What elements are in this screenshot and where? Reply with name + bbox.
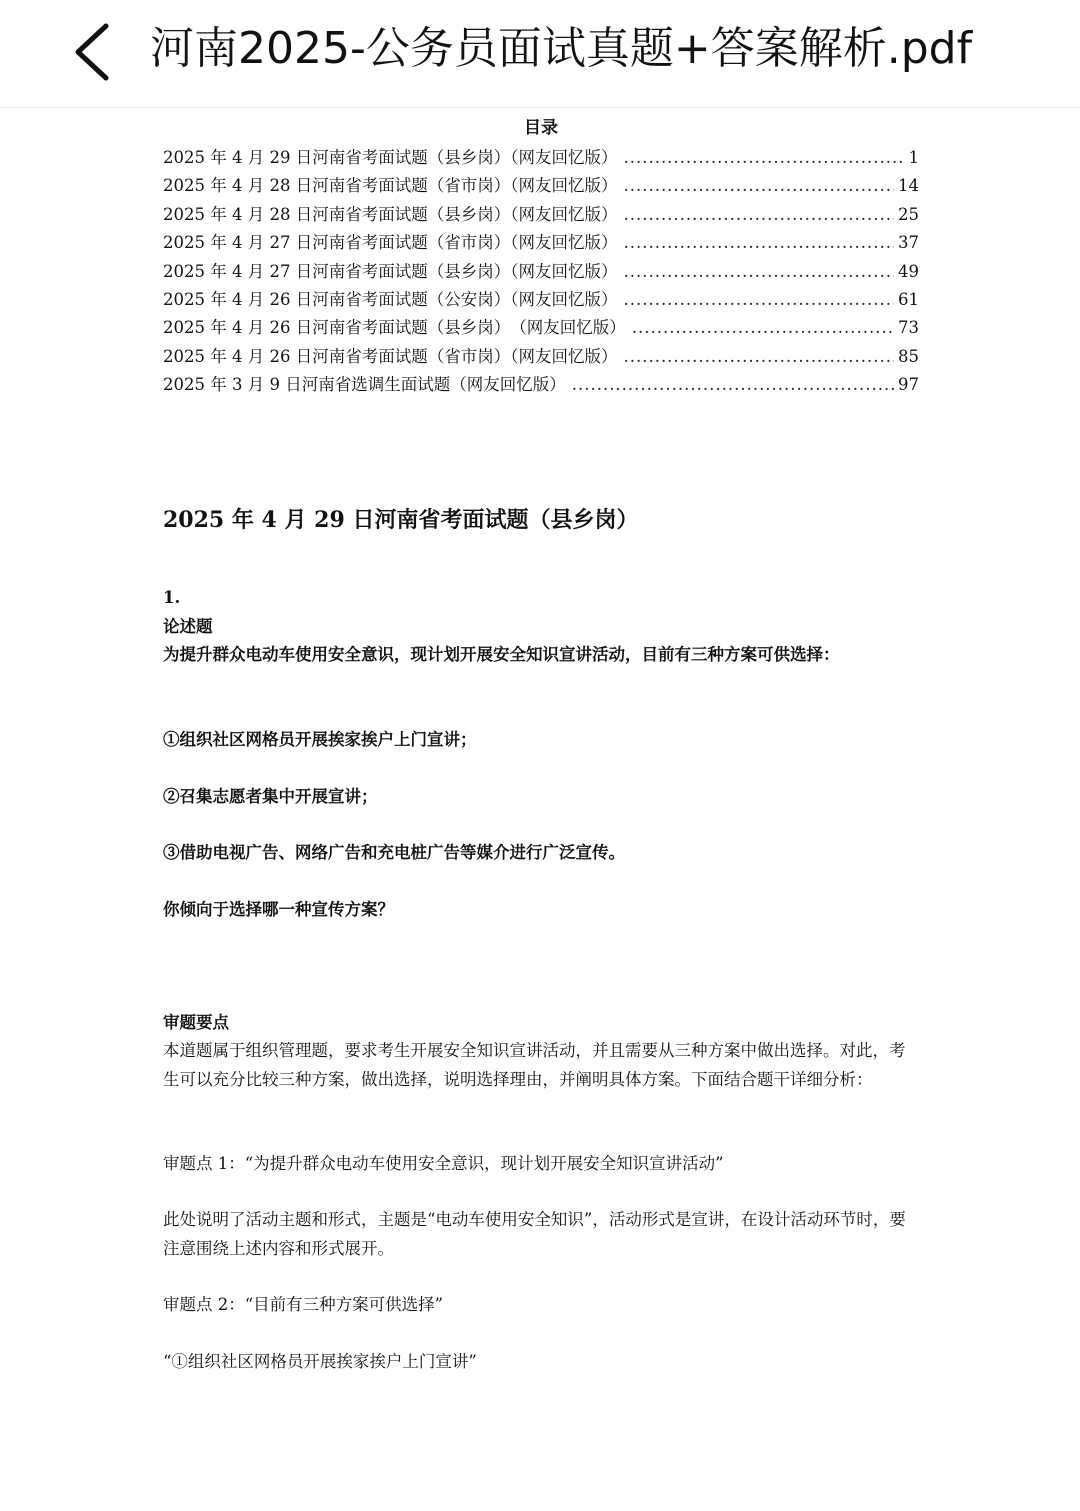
toc-entry[interactable]	[163, 314, 919, 342]
table-of-contents	[163, 112, 919, 400]
back-button[interactable]	[52, 12, 132, 92]
toc-entry-page: 97	[898, 375, 919, 395]
toc-leader-dots	[623, 290, 894, 309]
toc-leader-dots	[623, 148, 904, 167]
toc-heading: 目录	[524, 118, 558, 138]
chevron-left-icon	[70, 20, 114, 84]
toc-leader-dots	[623, 233, 894, 252]
toc-entry-page: 49	[898, 261, 919, 281]
section-title: 2025 年 4 月 29 日河南省考面试题（县乡岗）	[163, 507, 639, 533]
toc-entry-page: 37	[898, 233, 919, 253]
toc-entry-page: 73	[898, 318, 919, 338]
top-bar	[0, 0, 1080, 108]
toc-entry-text: 2025 年 4 月 27 日河南省考面试题（省市岗）（网友回忆版）	[163, 233, 618, 253]
toc-entry[interactable]	[163, 258, 919, 286]
toc-leader-dots	[623, 347, 894, 366]
toc-entry[interactable]	[163, 144, 919, 172]
toc-leader-dots	[632, 318, 894, 337]
toc-entry-text: 2025 年 4 月 29 日河南省考面试题（县乡岗）（网友回忆版）	[163, 148, 618, 167]
analysis-point-2-quote: “①组织社区网格员开展挨家挨户上门宣讲”	[163, 1352, 477, 1371]
toc-leader-dots	[572, 375, 894, 394]
toc-entry-page: 85	[898, 346, 919, 366]
toc-entry-text: 2025 年 4 月 26 日河南省考面试题（公安岗）（网友回忆版）	[163, 289, 618, 309]
toc-entry[interactable]	[163, 343, 919, 371]
question-prompt: 为提升群众电动车使用安全意识，现计划开展安全知识宣讲活动，目前有三种方案可供选择：	[163, 645, 840, 664]
toc-entry-page: 14	[898, 176, 919, 196]
toc-entry-text: 2025 年 4 月 27 日河南省考面试题（县乡岗）（网友回忆版）	[163, 261, 618, 281]
toc-leader-dots	[623, 262, 894, 281]
toc-entry-text: 2025 年 4 月 26 日河南省考面试题（县乡岗） （网友回忆版）	[163, 318, 626, 338]
question-ask: 你倾向于选择哪一种宣传方案？	[163, 900, 394, 919]
toc-entry-page: 61	[898, 289, 919, 309]
toc-leader-dots	[623, 205, 894, 224]
toc-entry-text: 2025 年 4 月 28 日河南省考面试题（县乡岗）（网友回忆版）	[163, 204, 618, 224]
document-title: 河南2025-公务员面试真题+答案解析.pdf	[150, 23, 973, 74]
analysis-point-1-detail: 此处说明了活动主题和形式，主题是“电动车使用安全知识”，活动形式是宣讲，在设计活动环节时，要注意围绕上述内容和形式展开。	[163, 1210, 906, 1258]
question-option: ②召集志愿者集中开展宣讲；	[163, 787, 378, 806]
toc-entry[interactable]	[163, 371, 919, 399]
toc-entry-text: 2025 年 4 月 26 日河南省考面试题（省市岗）（网友回忆版）	[163, 346, 618, 366]
toc-entry[interactable]	[163, 229, 919, 257]
analysis-point-1: 审题点 1：“为提升群众电动车使用安全意识，现计划开展安全知识宣讲活动”	[163, 1154, 724, 1173]
toc-entry-text: 2025 年 4 月 28 日河南省考面试题（省市岗）（网友回忆版）	[163, 176, 618, 196]
toc-leader-dots	[623, 176, 894, 195]
question-option: ①组织社区网格员开展挨家挨户上门宣讲；	[163, 730, 477, 749]
analysis-intro: 本道题属于组织管理题，要求考生开展安全知识宣讲活动，并且需要从三种方案中做出选择。对此，考生可以充分比较三种方案，做出选择，说明选择理由，并阐明具体方案。下面结合题干详细分析：	[163, 1041, 906, 1089]
analysis-point-2: 审题点 2：“目前有三种方案可供选择”	[163, 1295, 444, 1314]
analysis-heading: 审题要点	[163, 1013, 229, 1032]
question-option: ③借助电视广告、网络广告和充电桩广告等媒介进行广泛宣传。	[163, 843, 625, 862]
question-block	[163, 584, 919, 670]
question-type: 论述题	[163, 616, 213, 636]
toc-entry[interactable]	[163, 286, 919, 314]
toc-entry-text: 2025 年 3 月 9 日河南省选调生面试题（网友回忆版）	[163, 375, 566, 395]
question-number: 1.	[163, 588, 181, 607]
toc-entry-page: 25	[898, 204, 919, 224]
toc-list	[163, 144, 919, 400]
toc-entry[interactable]	[163, 201, 919, 229]
toc-entry[interactable]	[163, 172, 919, 200]
toc-entry-page: 1	[908, 148, 919, 167]
